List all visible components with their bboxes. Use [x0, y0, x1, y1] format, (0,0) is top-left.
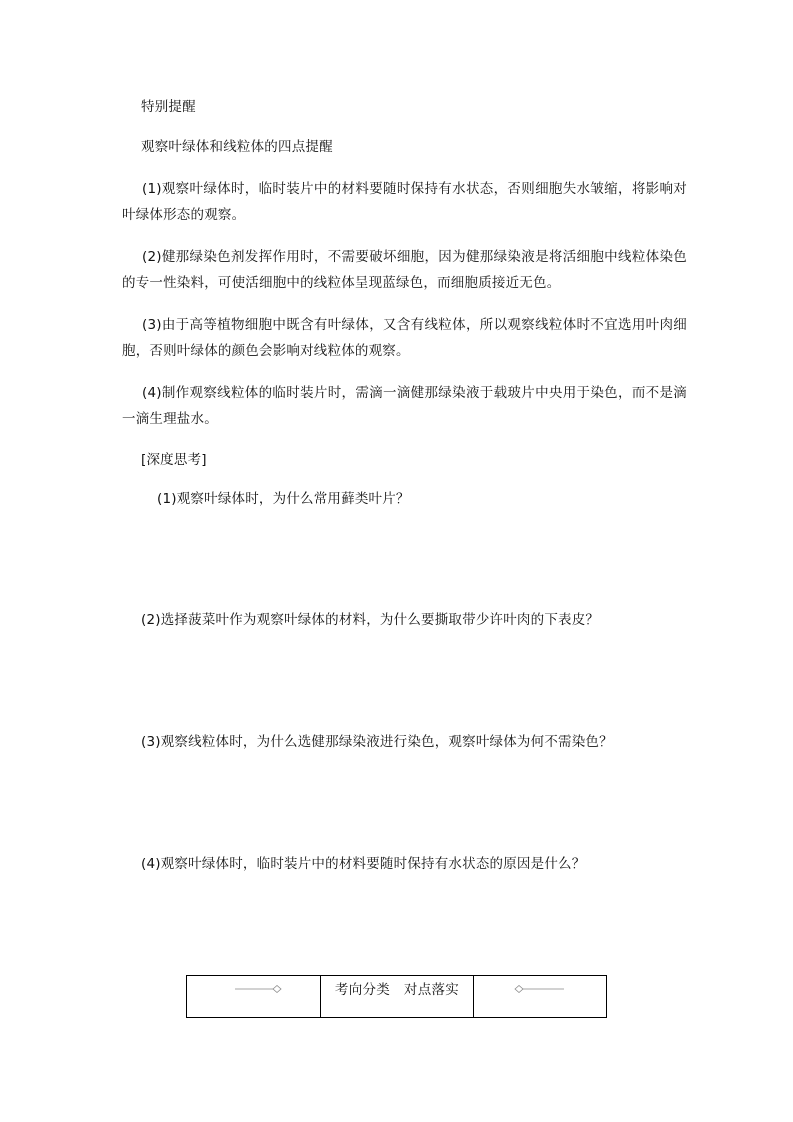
deep-think-label: [深度思考] — [141, 452, 207, 468]
reminder-point-4: (4)制作观察线粒体的临时装片时，需滴一滴健那绿染液于载玻片中央用于染色，而不是滴一滴生理盐水。 — [122, 385, 687, 427]
banner-left-cell — [187, 976, 321, 1018]
reminder-point-2: (2)健那绿染色剂发挥作用时，不需要破坏细胞，因为健那绿染液是将活细胞中线粒体染色的专一性染料，可使活细胞中的线粒体呈现蓝绿色，而细胞质接近无色。 — [122, 249, 687, 291]
question-4: (4)观察叶绿体时，临时装片中的材料要随时保持有水状态的原因是什么？ — [141, 856, 586, 872]
reminder-point-3: (3)由于高等植物细胞中既含有叶绿体，又含有线粒体，所以观察线粒体时不宜选用叶肉细胞，否则叶绿体的颜色会影响对线粒体的观察。 — [122, 317, 687, 359]
question-2: (2)选择菠菜叶作为观察叶绿体的材料，为什么要撕取带少许叶肉的下表皮？ — [141, 612, 600, 628]
question-1: (1)观察叶绿体时，为什么常用藓类叶片？ — [157, 491, 410, 507]
banner-title: 考向分类 对点落实 — [321, 976, 473, 1018]
banner-right-cell — [473, 976, 606, 1018]
question-3: (3)观察线粒体时，为什么选健那绿染液进行染色，观察叶绿体为何不需染色？ — [141, 734, 613, 750]
section-banner — [186, 975, 607, 1018]
reminder-point-1: (1)观察叶绿体时，临时装片中的材料要随时保持有水状态，否则细胞失水皱缩，将影响对叶绿体形态的观察。 — [122, 181, 687, 223]
right-ornament-icon — [474, 982, 607, 996]
section-subheading: 观察叶绿体和线粒体的四点提醒 — [141, 139, 333, 155]
section-heading: 特别提醒 — [141, 99, 196, 115]
left-ornament-icon — [187, 982, 321, 996]
